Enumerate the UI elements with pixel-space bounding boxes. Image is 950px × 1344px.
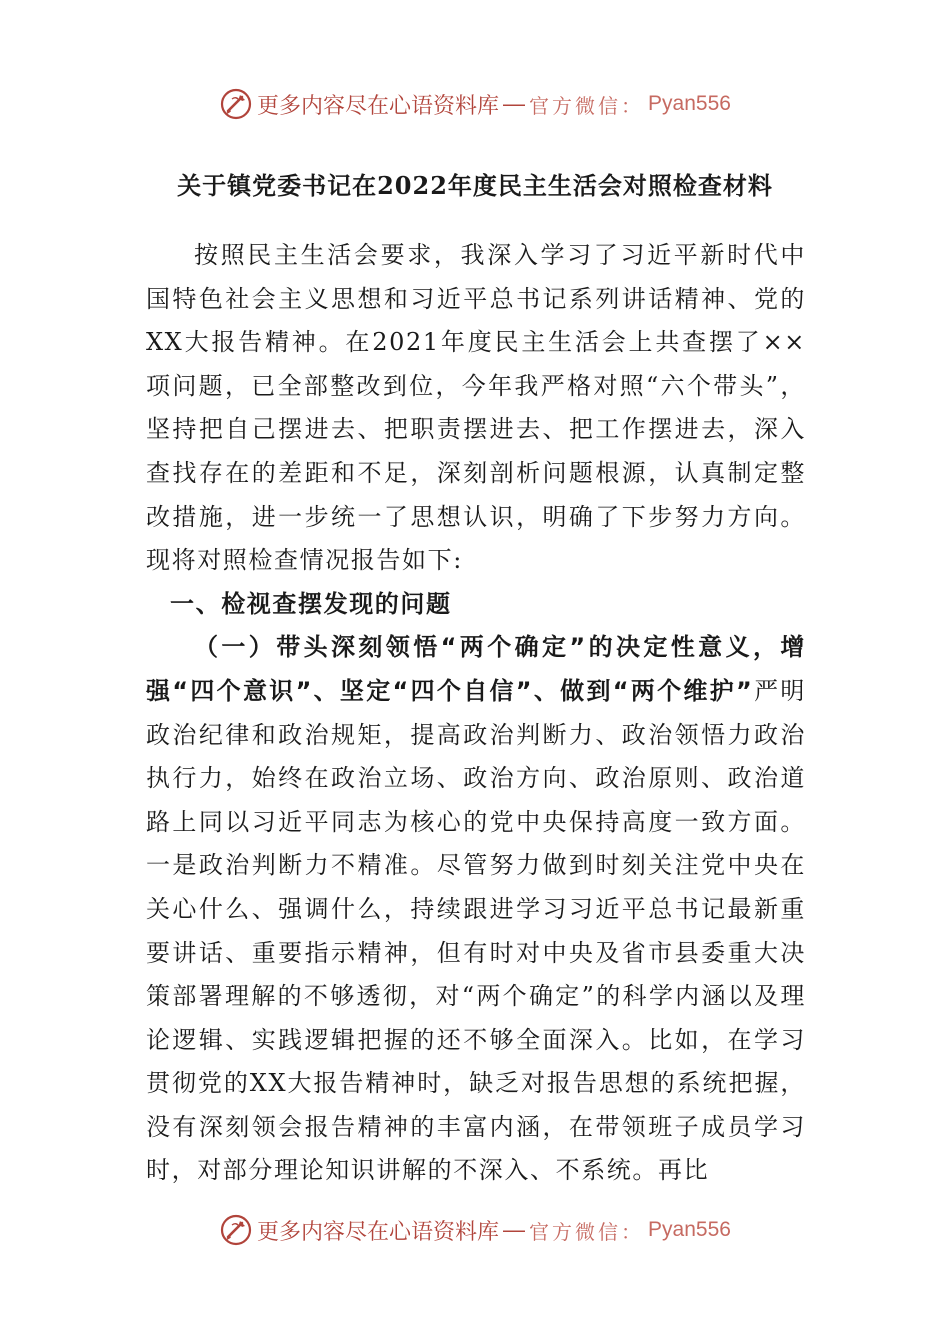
document-body [146,234,806,1193]
subsection-body: 严明政治纪律和政治规矩，提高政治判断力、政治领悟力政治执行力，始终在政治立场、政治方向、政治原则、政治道路上同以习近平同志为核心的党中央保持高度一致方面。一是政治判断力不精准。尽管努力做到时刻关注党中央在关心什么、强调什么，持续跟进学习习近平总书记最新重要讲话、重要指示精神，但有时对中央及省市县委重大决策部署理解的不够透彻，对“两个确定”的科学内涵以及理论逻辑、实践逻辑把握的还不够全面深入。比如，在学习贯彻党的XX大报告精神时，缺乏对报告思想的系统把握，没有深刻领会报告精神的丰富内涵，在带领班子成员学习时，对部分理论知识讲解的不深入、不系统。再比 [146,676,807,1185]
watermark-dash: — [503,91,526,116]
watermark-wechat-label: 官方微信： [529,1219,645,1244]
subsection-paragraph [146,626,806,1193]
watermark-dash: — [503,1217,526,1242]
watermark-banner-top [0,84,950,124]
watermark-wechat-id: Pyan556 [648,1218,731,1241]
pen-logo-icon [219,1213,253,1247]
subsection-heading: （一）带头深刻领悟“两个确定”的决定性意义，增强“四个意识”、坚定“四个自信”、做到“两个维护” [146,633,806,705]
document-title: 关于镇党委书记在2022年度民主生活会对照检查材料 [177,171,773,200]
watermark-brand: 更多内容尽在心语资料库 [257,1219,500,1245]
intro-paragraph: 按照民主生活会要求，我深入学习了习近平新时代中国特色社会主义思想和习近平总书记系列讲话精神、党的XX大报告精神。在2021年度民主生活会上共查摆了××项问题，已全部整改到位，今年我严格对照“六个带头”，坚持把自己摆进去、把职责摆进去、把工作摆进去，深入查找存在的差距和不足，深刻剖析问题根源，认真制定整改措施，进一步统一了思想认识，明确了下步努力方向。现将对照检查情况报告如下: [146,241,806,575]
watermark-banner-bottom [0,1210,950,1250]
watermark-brand: 更多内容尽在心语资料库 [257,93,500,119]
watermark-wechat-id: Pyan556 [648,92,731,115]
watermark-wechat-label: 官方微信： [529,93,645,118]
section-heading: 一、检视查摆发现的问题 [170,589,452,618]
pen-logo-icon [219,87,253,121]
